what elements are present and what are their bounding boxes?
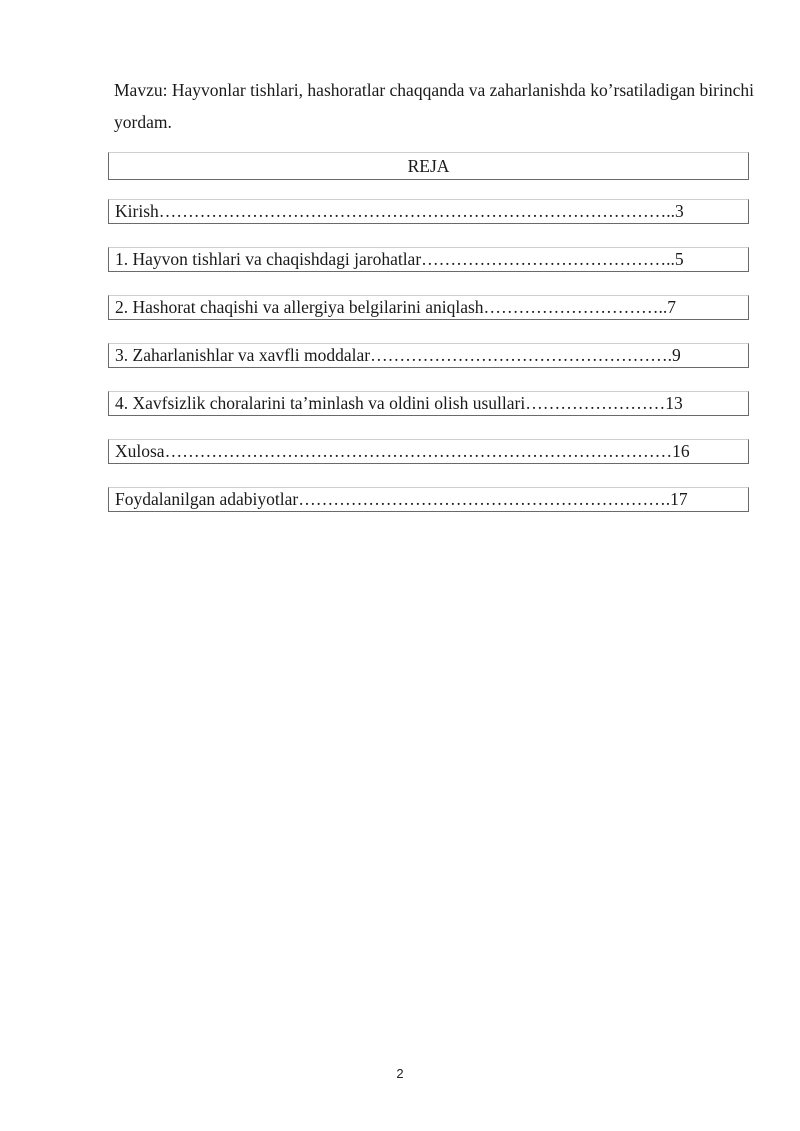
toc-entry-references: Foydalanilgan adabiyotlar……………………………………………………….17 <box>108 487 749 512</box>
toc-entry-conclusion: Xulosa……………………………………………………………………………16 <box>108 439 749 464</box>
page-number: 2 <box>396 1066 404 1081</box>
toc-heading: REJA <box>108 152 749 180</box>
toc-entry-introduction: Kirish……………………………………………………………………………..3 <box>108 199 749 224</box>
topic-title: Mavzu: Hayvonlar tishlari, hashoratlar chaqqanda va zaharlanishda ko’rsatiladigan birinchi yordam. <box>114 80 754 132</box>
table-of-contents <box>108 152 749 512</box>
toc-entry-section-3: 3. Zaharlanishlar va xavfli moddalar…………………………………………….9 <box>108 343 749 368</box>
toc-entry-section-2: 2. Hashorat chaqishi va allergiya belgilarini aniqlash…………………………..7 <box>108 295 749 320</box>
toc-entry-section-1: 1. Hayvon tishlari va chaqishdagi jarohatlar……………………………………..5 <box>108 247 749 272</box>
toc-entry-section-4: 4. Xavfsizlik choralarini ta’minlash va oldini olish usullari……………………13 <box>108 391 749 416</box>
